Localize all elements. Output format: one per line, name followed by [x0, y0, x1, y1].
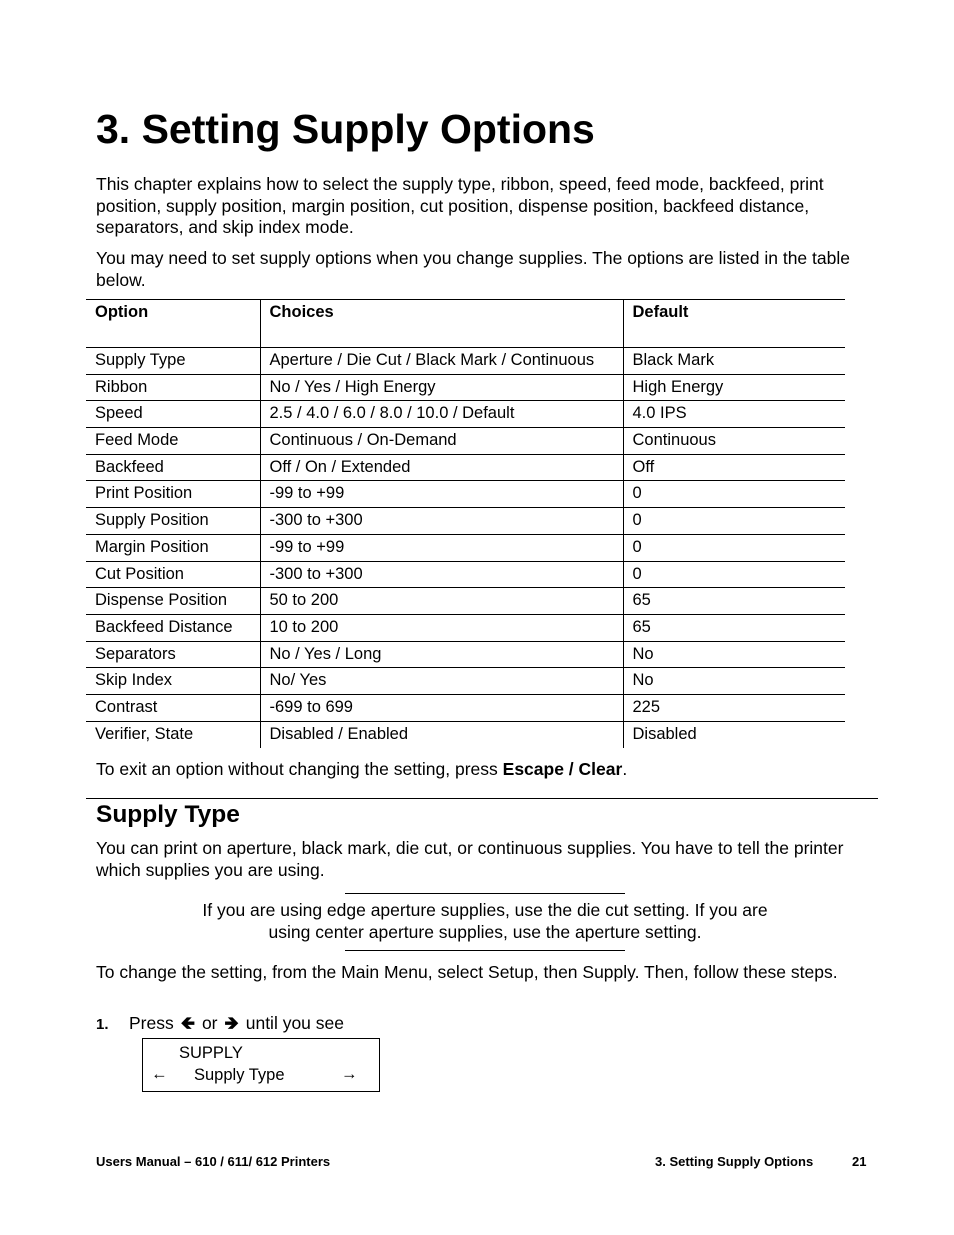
table-row [86, 668, 845, 695]
default-cell: 65 [623, 588, 845, 615]
left-arrow-icon: 🡸 [180, 1013, 195, 1033]
note-box [96, 900, 874, 943]
option-cell: Verifier, State [86, 721, 260, 748]
change-setting-paragraph: To change the setting, from the Main Menu, select Setup, then Supply. Then, follow these steps. [96, 962, 838, 982]
footer-manual-title: Users Manual – 610 / 611/ 612 Printers [96, 1154, 331, 1169]
chapter-title: 3. Setting Supply Options [96, 106, 595, 152]
default-cell: Continuous [623, 428, 845, 455]
step-text-or: or [201, 1013, 218, 1033]
escape-clear-key: Escape / Clear [502, 759, 623, 779]
option-cell: Margin Position [86, 534, 260, 561]
default-cell: No [623, 668, 845, 695]
section-divider [86, 798, 878, 799]
option-cell: Supply Position [86, 508, 260, 535]
option-cell: Supply Type [86, 348, 260, 375]
table-row [86, 641, 845, 668]
table-row [86, 588, 845, 615]
table-row [86, 428, 845, 455]
choices-cell: No / Yes / High Energy [260, 374, 623, 401]
table-row [86, 454, 845, 481]
choices-cell: -300 to +300 [260, 508, 623, 535]
choices-cell: 10 to 200 [260, 614, 623, 641]
default-cell: 0 [623, 508, 845, 535]
step-1 [96, 1012, 344, 1036]
note-rule-top [345, 893, 625, 894]
intro-paragraph: This chapter explains how to select the supply type, ribbon, speed, feed mode, backfeed, print position, supply position, margin position, cut position, dispense position, backfeed distance, separators, and skip index mode. [96, 174, 824, 237]
table-row [86, 348, 845, 375]
table-row [86, 481, 845, 508]
option-cell: Separators [86, 641, 260, 668]
exit-note-period: . [622, 759, 628, 779]
choices-cell: -300 to +300 [260, 561, 623, 588]
exit-note-text: To exit an option without changing the setting, press [96, 759, 503, 779]
table-row [86, 508, 845, 535]
option-cell: Ribbon [86, 374, 260, 401]
default-cell: 0 [623, 534, 845, 561]
default-cell: Disabled [632, 724, 697, 743]
supply-options-table [86, 299, 845, 748]
option-cell: Speed [86, 401, 260, 428]
choices-cell: 2.5 / 4.0 / 6.0 / 8.0 / 10.0 / Default [260, 401, 623, 428]
table-row [86, 401, 845, 428]
table-row [86, 721, 845, 748]
default-cell: Black Mark [623, 348, 845, 375]
note-rule-bottom [345, 950, 625, 951]
choices-cell: -99 to +99 [260, 481, 623, 508]
choices-cell: Disabled / Enabled [260, 721, 623, 748]
step-number: 1. [96, 1016, 109, 1033]
option-cell: Feed Mode [86, 428, 260, 455]
page-number: 21 [852, 1154, 867, 1169]
table-row [86, 374, 845, 401]
option-cell: Contrast [86, 694, 260, 721]
table-header-row [86, 300, 845, 348]
display-left-arrow-icon: ← [151, 1065, 168, 1083]
display-menu-title: SUPPLY [179, 1044, 243, 1062]
note-line: using center aperture supplies, use the aperture setting. [268, 921, 702, 942]
step-text-press: Press [129, 1013, 174, 1033]
default-cell: 4.0 IPS [623, 401, 845, 428]
supply-type-paragraph: You can print on aperture, black mark, die cut, or continuous supplies. You have to tell the printer which supplies you are using. [96, 838, 844, 880]
intro-paragraph: You may need to set supply options when you change supplies. The options are listed in the table below. [96, 248, 850, 290]
option-cell: Print Position [86, 481, 260, 508]
section-heading: Supply Type [96, 801, 240, 828]
column-header-default: Default [623, 300, 845, 348]
note-line: If you are using edge aperture supplies, use the die cut setting. If you are [202, 900, 768, 920]
option-cell: Backfeed [86, 454, 260, 481]
choices-cell: 50 to 200 [260, 588, 623, 615]
default-cell: 0 [623, 481, 845, 508]
choices-cell: -99 to +99 [260, 534, 623, 561]
table-row [86, 694, 845, 721]
default-cell: 0 [623, 561, 845, 588]
column-header-option: Option [86, 300, 260, 348]
choices-cell: Continuous / On-Demand [260, 428, 623, 455]
choices-cell: Off / On / Extended [260, 454, 623, 481]
display-menu-item: Supply Type [194, 1066, 285, 1084]
footer-chapter-title: 3. Setting Supply Options [655, 1154, 814, 1169]
table-row [86, 614, 845, 641]
right-arrow-icon: 🡺 [224, 1013, 239, 1033]
table-row [86, 534, 845, 561]
option-cell: Cut Position [86, 561, 260, 588]
default-cell: 225 [623, 694, 845, 721]
choices-cell: Aperture / Die Cut / Black Mark / Continuous [260, 348, 623, 375]
option-cell: Backfeed Distance [86, 614, 260, 641]
default-cell: Off [623, 454, 845, 481]
exit-note [96, 759, 627, 781]
option-cell: Dispense Position [86, 588, 260, 615]
choices-cell: No/ Yes [260, 668, 623, 695]
printer-display-box [142, 1038, 380, 1092]
column-header-choices: Choices [260, 300, 623, 348]
default-cell: High Energy [623, 374, 845, 401]
table-row [86, 561, 845, 588]
default-cell: 65 [623, 614, 845, 641]
choices-cell: No / Yes / Long [260, 641, 623, 668]
step-text-until: until you see [245, 1013, 344, 1033]
option-cell: Skip Index [86, 668, 260, 695]
display-right-arrow-icon: → [341, 1065, 358, 1083]
choices-cell: -699 to 699 [260, 694, 623, 721]
default-cell: No [623, 641, 845, 668]
